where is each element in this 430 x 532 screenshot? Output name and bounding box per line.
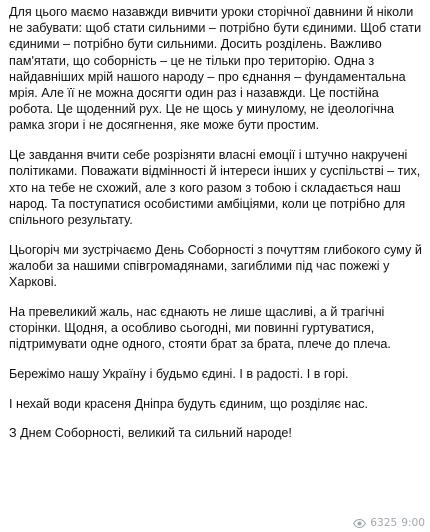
message-paragraph-3: Цьогоріч ми зустрічаємо День Соборності з почуттям глибокого суму й жалоби за нашими співгромадянами, загиблими під час пожежі у Харкові. <box>9 242 422 290</box>
view-count: 6325 <box>370 517 398 529</box>
message-paragraph-6: І нехай води красеня Дніпра будуть єдиним, що розділяє нас. <box>9 396 369 411</box>
message-text <box>9 4 423 441</box>
message-paragraph-5: Бережімо нашу Україну і будьмо єдині. І в радості. І в горі. <box>9 366 349 381</box>
message-paragraph-1: Для цього маємо назавжди вивчити уроки сторічної давнини й ніколи не забувати: щоб стати сильними – потрібно бути єдиними. Щоб стати єдиними – потрібно бути сильними. Досить розділень. Важливо пам'ятати, що соборність – це не тільки про територію. Одна з найдавніших мрій нашого народу – про єднання – фундаментальна мрія. Але її не можна досягти один раз і назавжди. Це постійна робота. Це щоденний рух. Це не щось у минулому, не ідеологічна рамка згори і не досягнення, яке може бути простим. <box>9 5 422 133</box>
message-paragraph-4: На превеликий жаль, нас єднають не лише щасливі, а й трагічні сторінки. Щодня, а особливо сьогодні, ми повинні гуртуватися, підтримувати одне одного, стояти брат за брата, плече до плеча. <box>9 304 391 352</box>
eye-icon <box>353 519 366 528</box>
message-meta <box>353 517 425 529</box>
message-paragraph-2: Це завдання вчити себе розрізняти власні емоції і штучно накручені політиками. Поважати відмінності й інтереси інших у суспільстві – тих, хто на тебе не схожий, але з кого разом з тобою і складається наш народ. Та поступатися особистими амбіціями, коли це потрібно для спільного результату. <box>9 148 421 227</box>
message-time: 9:00 <box>401 517 425 529</box>
message-last-line: З Днем Соборності, великий та сильний народе! <box>9 426 292 441</box>
